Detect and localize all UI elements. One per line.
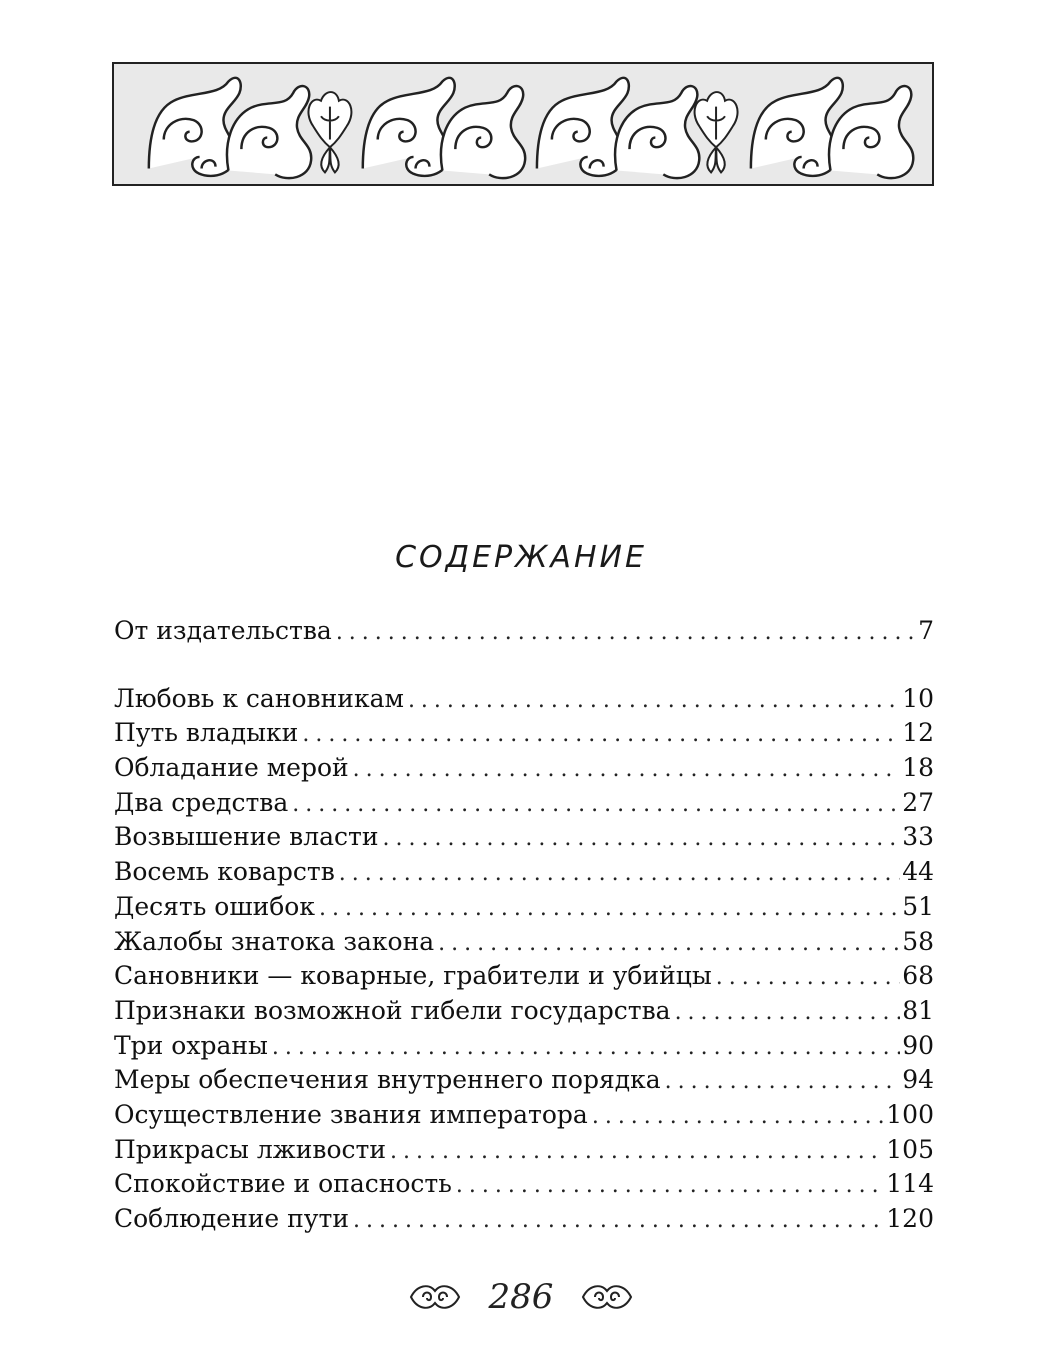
toc-entry-page: 100 — [886, 1099, 934, 1129]
toc-row[interactable] — [114, 751, 934, 786]
toc-entry-title: Восемь коварств — [114, 857, 335, 887]
toc-entry-page: 44 — [902, 857, 934, 887]
toc-entry-page: 33 — [902, 822, 934, 852]
page-footer — [0, 1272, 1042, 1322]
toc-entry-title: Путь владыки — [114, 718, 299, 748]
toc-entry-page: 18 — [902, 753, 934, 783]
dot-leader — [336, 616, 916, 651]
toc-entry-page: 27 — [902, 787, 934, 817]
toc-row[interactable] — [114, 959, 934, 994]
toc-entry-title: Обладание мерой — [114, 753, 349, 783]
toc-row[interactable] — [114, 820, 934, 855]
toc-row[interactable] — [114, 1133, 934, 1168]
ornament-left-icon — [407, 1277, 463, 1317]
toc-row[interactable] — [114, 682, 934, 717]
toc-row[interactable] — [114, 890, 934, 925]
toc-entry-page: 7 — [918, 616, 934, 645]
toc-entry-title: Любовь к сановникам — [114, 683, 404, 713]
toc-row[interactable] — [114, 855, 934, 890]
dot-leader — [665, 1065, 901, 1100]
toc-entry-title: Осуществление звания императора — [114, 1099, 588, 1129]
dot-leader — [292, 788, 900, 823]
toc-row[interactable] — [114, 994, 934, 1029]
toc-entry-page: 58 — [902, 926, 934, 956]
toc-entry-page: 90 — [902, 1030, 934, 1060]
toc-row[interactable] — [114, 614, 934, 649]
page-title: СОДЕРЖАНИЕ — [395, 540, 647, 575]
toc-entry-page: 12 — [902, 718, 934, 748]
page-number: 286 — [488, 1277, 554, 1317]
toc-entry-title: Сановники — коварные, грабители и убийцы — [114, 961, 712, 991]
toc-entry-page: 68 — [902, 961, 934, 991]
toc-entry-title: От издательства — [114, 616, 332, 645]
toc-entry-title: Три охраны — [114, 1030, 268, 1060]
dot-leader — [339, 857, 900, 892]
dot-leader — [302, 718, 900, 753]
ornament-right-icon — [579, 1277, 635, 1317]
toc-entry-page: 10 — [902, 683, 934, 713]
toc-entry-title: Два средства — [114, 787, 289, 817]
toc-entry-page: 120 — [886, 1204, 934, 1233]
dot-leader — [456, 1169, 884, 1204]
dot-leader — [438, 927, 900, 962]
dot-leader — [353, 1204, 884, 1239]
toc-entry-page: 114 — [886, 1169, 934, 1199]
toc-row[interactable] — [114, 1167, 934, 1202]
dot-leader — [319, 892, 900, 927]
toc-entry-title: Меры обеспечения внутреннего порядка — [114, 1065, 661, 1095]
toc-entry-title: Признаки возможной гибели государства — [114, 995, 671, 1025]
toc-row[interactable] — [114, 1029, 934, 1064]
dot-leader — [675, 996, 901, 1031]
toc-entry-page: 81 — [902, 995, 934, 1025]
toc-entry-page: 105 — [886, 1134, 934, 1164]
dot-leader — [353, 753, 901, 788]
table-of-contents — [114, 614, 934, 1237]
toc-entry-page: 94 — [902, 1065, 934, 1095]
dot-leader — [383, 822, 901, 857]
dot-leader — [390, 1135, 884, 1170]
toc-row[interactable] — [114, 1098, 934, 1133]
toc-row[interactable] — [114, 1202, 934, 1237]
toc-entry-title: Прикрасы лживости — [114, 1134, 387, 1164]
toc-entry-title: Спокойствие и опасность — [114, 1169, 452, 1199]
toc-row[interactable] — [114, 1063, 934, 1098]
ornament-pattern-icon — [114, 64, 932, 184]
toc-entry-title: Жалобы знатока закона — [114, 926, 435, 956]
toc-row[interactable] — [114, 716, 934, 751]
toc-row[interactable] — [114, 786, 934, 821]
toc-row[interactable] — [114, 925, 934, 960]
ornament-band — [112, 62, 934, 186]
dot-leader — [716, 961, 900, 996]
toc-entry-page: 51 — [902, 891, 934, 921]
toc-entry-title: Возвышение власти — [114, 822, 379, 852]
dot-leader — [272, 1031, 900, 1066]
dot-leader — [592, 1100, 884, 1135]
dot-leader — [408, 684, 900, 719]
toc-entry-title: Соблюдение пути — [114, 1204, 349, 1233]
toc-entry-title: Десять ошибок — [114, 891, 315, 921]
